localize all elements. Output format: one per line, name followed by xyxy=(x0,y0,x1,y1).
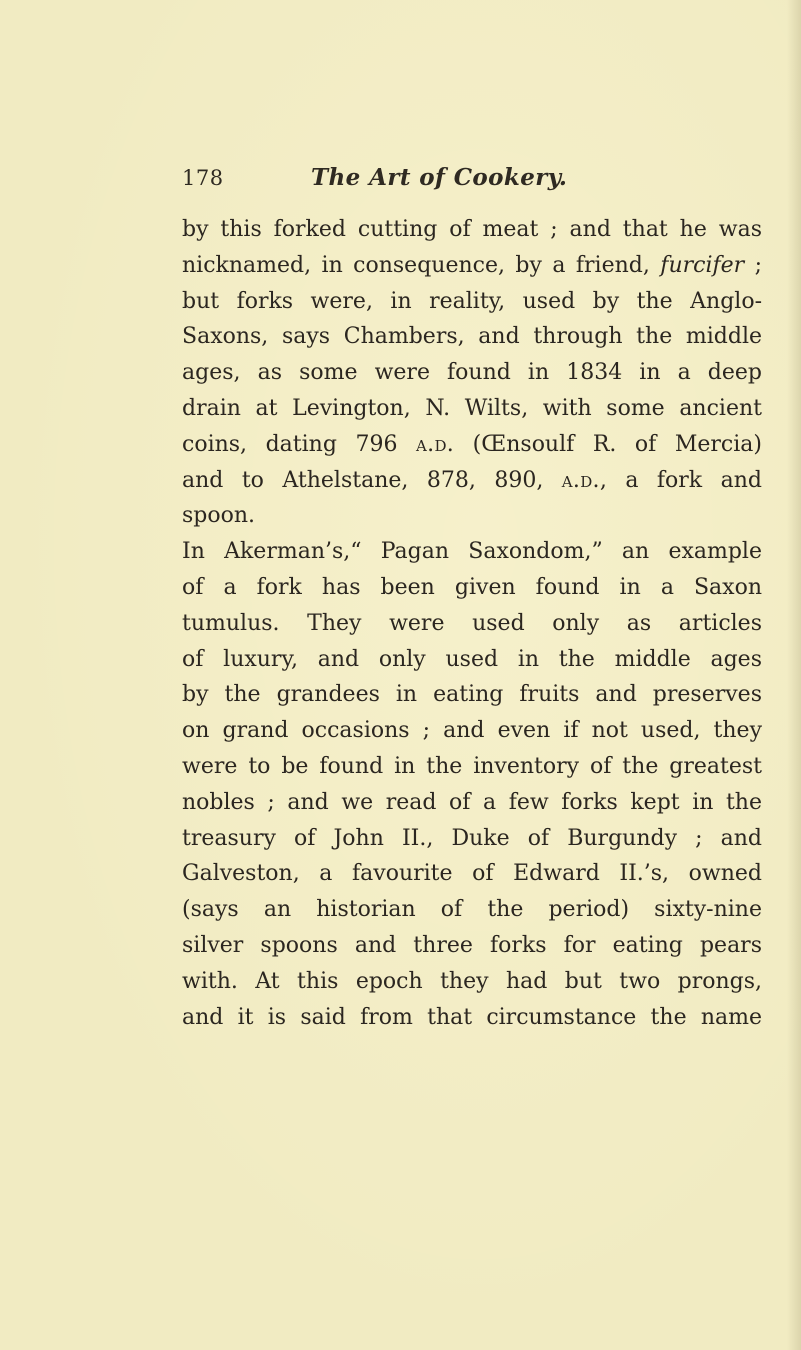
text-line xyxy=(182,319,762,355)
text-line xyxy=(182,642,762,678)
running-title: The Art of Cookery. xyxy=(311,164,568,191)
body-text xyxy=(182,212,762,1035)
text-segment: by this forked cutting of meat ; and that he was xyxy=(182,217,762,242)
text-line xyxy=(182,427,762,463)
text-line xyxy=(182,821,762,857)
text-segment: furcifer xyxy=(660,252,745,278)
text-segment: of luxury, and only used in the middle ages xyxy=(182,646,762,672)
text-segment: by the grandees in eating fruits and preserves xyxy=(182,682,762,708)
text-segment: (Œnsoulf R. of Mercia) xyxy=(454,431,762,457)
text-segment: a.d. xyxy=(416,431,455,457)
text-line xyxy=(182,463,762,499)
text-line xyxy=(182,785,762,821)
text-line xyxy=(182,212,762,248)
text-segment: Galveston, a favourite of Edward II.’s, owned xyxy=(182,861,762,887)
text-segment: nobles ; and we read of a few forks kept in the xyxy=(182,789,762,815)
text-segment: on grand occasions ; and even if not used, they xyxy=(182,718,762,744)
text-line xyxy=(182,606,762,642)
text-segment: Saxons, says Chambers, and through the middle xyxy=(182,324,762,350)
text-segment: In Akerman’s,“ Pagan Saxondom,” an example xyxy=(182,539,762,565)
text-line xyxy=(182,749,762,785)
text-segment: with. At this epoch they had but two prongs, xyxy=(182,968,762,994)
text-line xyxy=(182,1000,762,1036)
text-line xyxy=(182,534,762,570)
text-segment: , a fork and xyxy=(599,467,762,493)
text-line xyxy=(182,355,762,391)
text-segment: nicknamed, in consequence, by a friend, xyxy=(182,252,661,278)
text-segment: were to be found in the inventory of the greatest xyxy=(182,753,762,779)
text-line xyxy=(182,677,762,713)
text-segment: and it is said from that circumstance the name xyxy=(182,1004,762,1030)
text-segment: tumulus. They were used only as articles xyxy=(182,610,762,636)
text-segment: a.d. xyxy=(561,467,600,493)
text-line xyxy=(182,892,762,928)
text-segment: ; xyxy=(744,252,763,278)
text-line xyxy=(182,928,762,964)
page-number: 178 xyxy=(182,166,224,190)
text-segment: spoon. xyxy=(182,503,256,529)
text-segment: coins, dating 796 xyxy=(182,431,417,457)
text-line xyxy=(182,964,762,1000)
page-edge-shadow xyxy=(787,0,801,1350)
text-line xyxy=(182,498,762,534)
text-segment: of a fork has been given found in a Saxon xyxy=(182,574,762,600)
text-segment: silver spoons and three forks for eating pears xyxy=(182,932,762,958)
text-line xyxy=(182,570,762,606)
text-line xyxy=(182,856,762,892)
text-segment: drain at Levington, N. Wilts, with some ancient xyxy=(182,395,762,421)
text-line xyxy=(182,284,762,320)
text-segment: but forks were, in reality, used by the Anglo- xyxy=(182,288,762,314)
text-line xyxy=(182,391,762,427)
text-line xyxy=(182,248,762,284)
text-segment: treasury of John II., Duke of Burgundy ; and xyxy=(182,825,762,851)
text-segment: and to Athelstane, 878, 890, xyxy=(182,467,562,493)
text-segment: ages, as some were found in 1834 in a deep xyxy=(182,360,762,386)
text-line xyxy=(182,713,762,749)
running-header xyxy=(182,166,742,206)
text-segment: (says an historian of the period) sixty-nine xyxy=(182,897,762,923)
